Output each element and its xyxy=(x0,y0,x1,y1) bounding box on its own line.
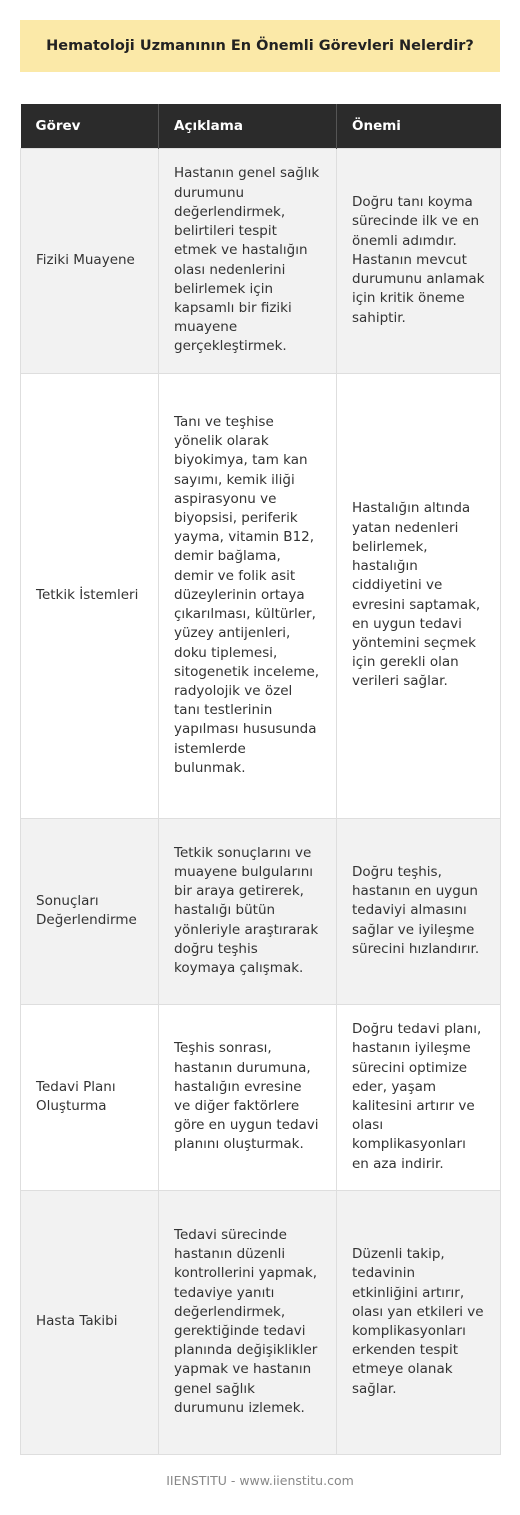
cell-onemi: Düzenli takip, tedavinin etkinliğini artırır, olası yan etkileri ve komplikasyonları erkenden tespit etmeye olanak sağlar. xyxy=(337,1190,501,1454)
header-gorev: Görev xyxy=(21,104,159,148)
header-aciklama: Açıklama xyxy=(159,104,337,148)
cell-gorev: Hasta Takibi xyxy=(21,1190,159,1454)
table-header-row xyxy=(21,104,501,148)
table-body xyxy=(21,148,501,1454)
cell-aciklama: Tedavi sürecinde hastanın düzenli kontrollerini yapmak, tedaviye yanıtı değerlendirmek, gerektiğinde tedavi planında değişiklikler yapmak ve hastanın genel sağlık durumunu izlemek. xyxy=(159,1190,337,1454)
cell-aciklama: Tanı ve teşhise yönelik olarak biyokimya, tam kan sayımı, kemik iliği aspirasyonu ve biyopsisi, periferik yayma, vitamin B12, demir bağlama, demir ve folik asit düzeylerinin ortaya çıkarılması, kültürler, yüzey antijenleri, doku tiplemesi, sitogenetik inceleme, radyolojik ve özel tanı testlerinin yapılması hususunda istemlerde bulunmak. xyxy=(159,373,337,818)
table-row xyxy=(21,1190,501,1454)
cell-gorev: Tetkik İstemleri xyxy=(21,373,159,818)
table-row xyxy=(21,1004,501,1190)
table-row xyxy=(21,148,501,373)
cell-onemi: Hastalığın altında yatan nedenleri belirlemek, hastalığın ciddiyetini ve evresini saptamak, en uygun tedavi yöntemini seçmek için gerekli olan verileri sağlar. xyxy=(337,373,501,818)
table-row xyxy=(21,373,501,818)
cell-aciklama: Hastanın genel sağlık durumunu değerlendirmek, belirtileri tespit etmek ve hastalığın olası nedenlerini belirlemek için kapsamlı bir fiziki muayene gerçekleştirmek. xyxy=(159,148,337,373)
header-onemi: Önemi xyxy=(337,104,501,148)
table-header xyxy=(21,104,501,148)
cell-aciklama: Tetkik sonuçlarını ve muayene bulgularını bir araya getirerek, hastalığı bütün yönleriyle araştırarak doğru teşhis koymaya çalışmak. xyxy=(159,818,337,1004)
cell-onemi: Doğru tedavi planı, hastanın iyileşme sürecini optimize eder, yaşam kalitesini artırır ve olası komplikasyonları en aza indirir. xyxy=(337,1004,501,1190)
cell-onemi: Doğru tanı koyma sürecinde ilk ve en önemli adımdır. Hastanın mevcut durumunu anlamak için kritik öneme sahiptir. xyxy=(337,148,501,373)
page-title-banner xyxy=(20,20,500,72)
footer-credit: IIENSTITU - www.iienstitu.com xyxy=(166,1473,354,1488)
duties-table xyxy=(20,104,501,1455)
cell-gorev: Fiziki Muayene xyxy=(21,148,159,373)
cell-gorev: Sonuçları Değerlendirme xyxy=(21,818,159,1004)
page-title: Hematoloji Uzmanının En Önemli Görevleri Nelerdir? xyxy=(46,38,474,54)
cell-gorev: Tedavi Planı Oluşturma xyxy=(21,1004,159,1190)
cell-onemi: Doğru teşhis, hastanın en uygun tedaviyi almasını sağlar ve iyileşme sürecini hızlandırır. xyxy=(337,818,501,1004)
table-row xyxy=(21,818,501,1004)
cell-aciklama: Teşhis sonrası, hastanın durumuna, hastalığın evresine ve diğer faktörlere göre en uygun tedavi planını oluşturmak. xyxy=(159,1004,337,1190)
